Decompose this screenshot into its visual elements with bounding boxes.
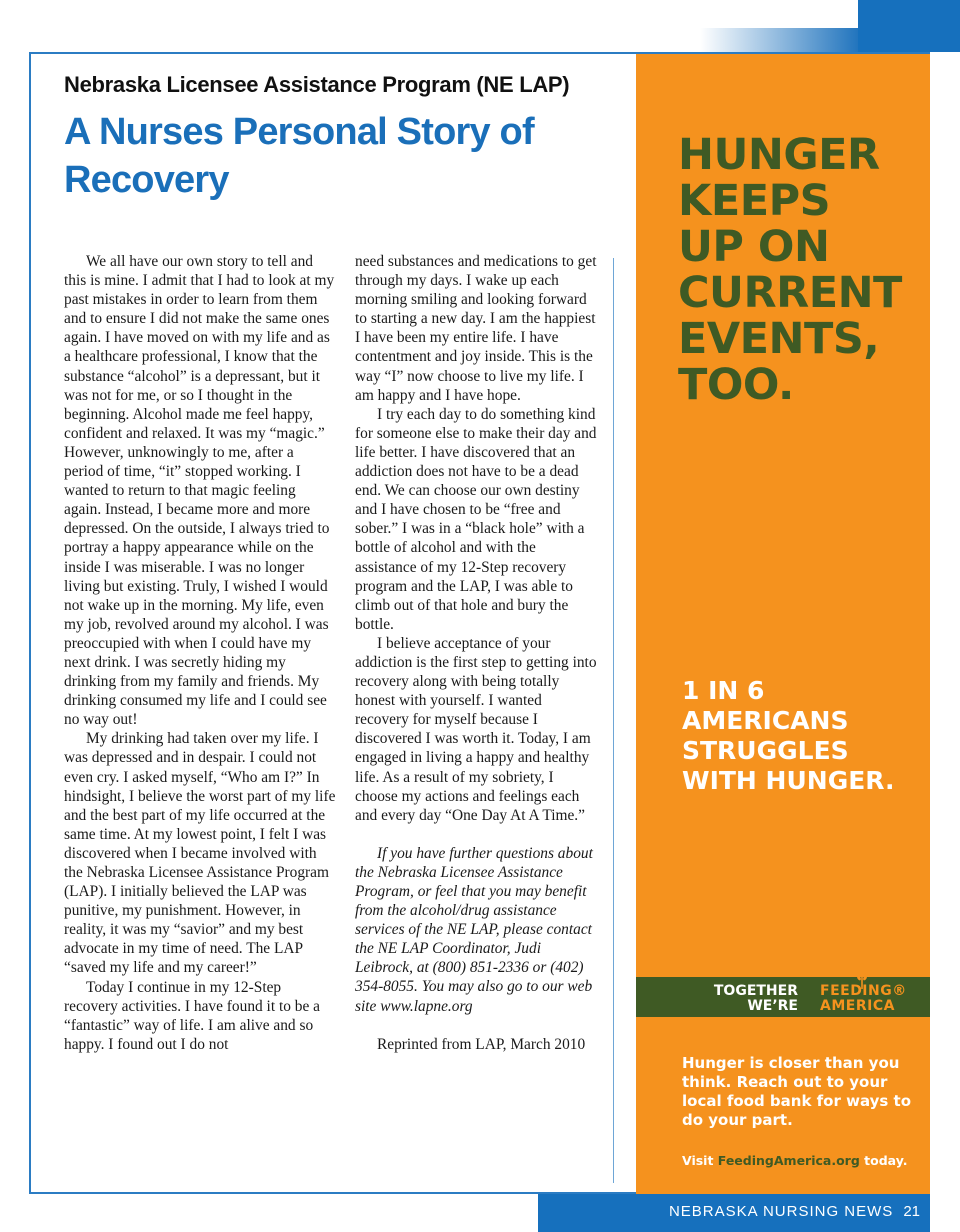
corner-gradient-strip: [700, 28, 860, 52]
visit-suffix: today.: [859, 1153, 908, 1168]
article-paragraph: I believe acceptance of your addiction is the first step to getting into recovery along with being totally honest with yourself. I wanted recovery for myself because I discovered I was worth it. Today, I am engaged in living a happy and healthy life. As a result of my sobriety, I choose my actions and feelings each and every day “One Day At A Time.”: [355, 634, 597, 824]
article-column-1: [64, 252, 336, 1054]
ad-logo-band: [636, 977, 930, 1017]
contact-note: If you have further questions about the Nebraska Licensee Assistance Program, or feel that you may benefit from the alcohol/drug assistance services of the NE LAP, please contact the NE LAP Coordinator, Judi Leibrock, at (800) 851-2336 or (402) 354-8055. You may also go to our web site www.lapne.org: [355, 844, 593, 1015]
article-column-2: [355, 252, 599, 1054]
ad-headline: HUNGER KEEPS UP ON CURRENT EVENTS, TOO.: [678, 130, 902, 410]
ad-call-to-action: Hunger is closer than you think. Reach out to your local food bank for ways to do your part.: [682, 1054, 912, 1129]
ad-statistic: 1 IN 6 AMERICANS STRUGGLES WITH HUNGER.: [682, 676, 895, 795]
article-kicker: Nebraska Licensee Assistance Program (NE LAP): [64, 72, 570, 97]
footer-text: [669, 1203, 920, 1220]
column-divider: [613, 258, 614, 1183]
corner-blue-block: [858, 0, 960, 52]
article-paragraph: My drinking had taken over my life. I was depressed and in despair. I could not even cry. I asked myself, “Who am I?” In hindsight, I believe the worst part of my life and the best part of my life occurred at the same time. At my lowest point, I felt I was discovered when I became involved with the Nebraska Licensee Assistance Program (LAP). I initially believed the LAP was punitive, my punishment. However, in reality, it was my “savior” and my best advocate in my time of need. The LAP “saved my life and my career!”: [64, 730, 336, 977]
feeding-america-ad: [636, 54, 930, 1194]
footer-bar: [538, 1194, 930, 1232]
visit-url-link[interactable]: FeedingAmerica.org: [717, 1153, 860, 1168]
publication-name: NEBRASKA NURSING NEWS: [668, 1203, 894, 1220]
together-label: TOGETHER WE’RE: [713, 983, 798, 1014]
article-paragraph: Today I continue in my 12-Step recovery activities. I have found it to be a “fantastic” way of life. I am alive and so happy. I found out I do not: [64, 978, 320, 1053]
page-number: 21: [903, 1203, 920, 1220]
article-paragraph: I try each day to do something kind for someone else to make their day and life better. I have discovered that an addiction does not have to be a dead end. We can choose our own destiny and I have chosen to be “free and sober.” I was in a “black hole” with a bottle of alcohol and with the assistance of my 12-Step recovery program and the LAP, I was able to climb out of that hole and bury the bottle.: [355, 405, 597, 633]
feeding-america-logo: FEEDING® AMERICA: [820, 983, 907, 1014]
reprint-credit: Reprinted from LAP, March 2010: [377, 1035, 586, 1053]
visit-prefix: Visit: [682, 1153, 718, 1168]
article-headline: A Nurses Personal Story of Recovery: [64, 111, 534, 201]
article-paragraph: need substances and medications to get through my days. I wake up each morning smiling and looking forward to starting a new day. I am the happiest I have been my entire life. I have contentment and joy inside. This is the way “I” now choose to live my life. I am happy and I have hope.: [355, 253, 597, 404]
ad-visit-line: [682, 1153, 922, 1168]
article-paragraph: We all have our own story to tell and this is mine. I admit that I had to look at my past mistakes in order to learn from them and to ensure I did not make the same ones again. I have moved on with my life and as a healthcare professional, I know that the substance “alcohol” is a depressant, but it was not for me, or so I thought in the beginning. Alcohol made me feel happy, confident and relaxed. It was my “magic.” However, unknowingly to me, after a period of time, “it” stopped working. I wanted to return to that magic feeling again. Instead, I became more and more depressed. On the outside, I always tried to portray a happy appearance while on the inside I was miserable. I was no longer living but existing. Truly, I wished I would not wake up in the morning. My life, even my job, revolved around my alcohol. I was preoccupied with when I could have my next drink. I was secretly hiding my drinking from my family and friends. My drinking consumed my life and I could see no way out!: [64, 253, 335, 729]
